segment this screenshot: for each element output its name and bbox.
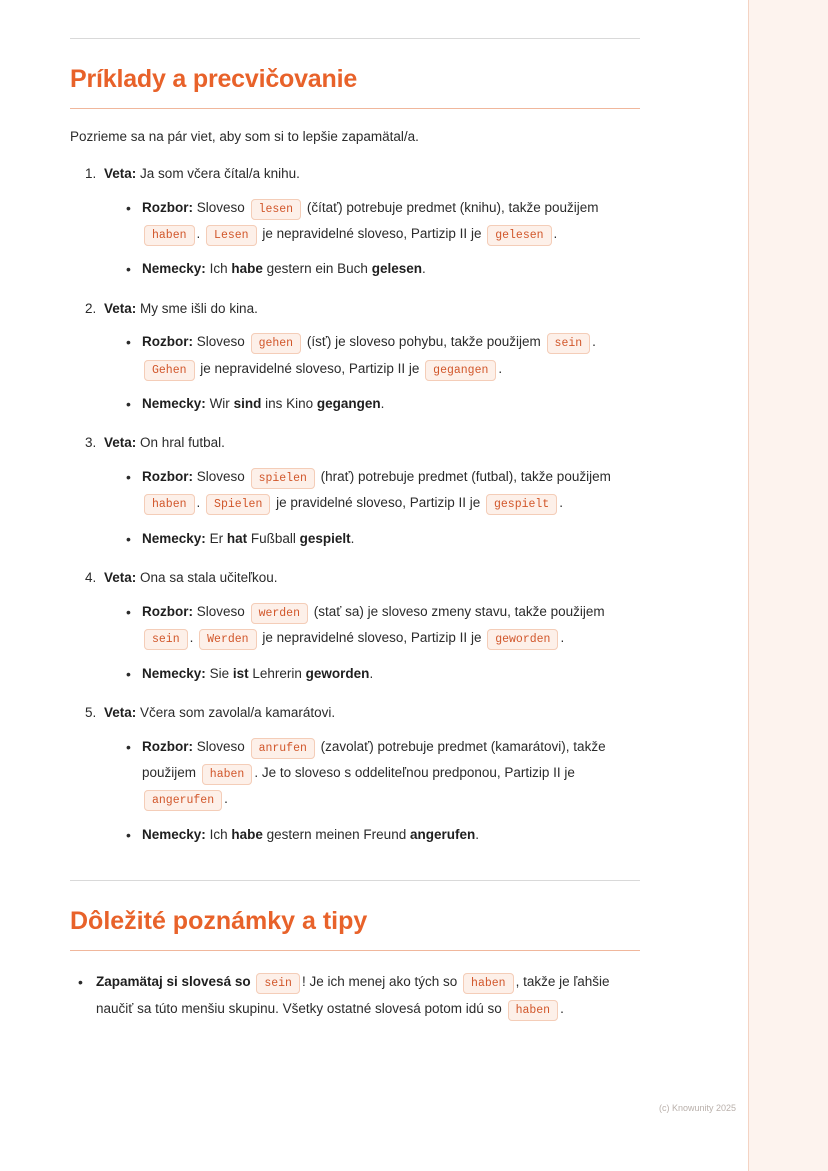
code-token-aux: haben <box>144 225 195 246</box>
tip-lead: Zapamätaj si slovesá so <box>96 974 251 990</box>
german-participle: gegangen <box>316 396 381 412</box>
sub-list <box>104 195 640 283</box>
analysis-text-2: (čítať) potrebuje predmet (knihu), takže použijem <box>306 199 599 215</box>
german-end: . <box>369 665 374 681</box>
german-pre: Ich <box>209 261 228 277</box>
german-item <box>126 822 640 848</box>
code-token-participle: gegangen <box>425 360 496 381</box>
tips-list <box>70 969 640 1022</box>
analysis-text-5: . <box>559 495 563 511</box>
german-end: . <box>475 826 480 842</box>
footer-credit: (c) Knowunity 2025 <box>658 1103 736 1113</box>
code-token-verb-cap: Lesen <box>206 225 257 246</box>
german-pre: Wir <box>209 396 230 412</box>
analysis-text-3: . <box>196 495 201 511</box>
document-content <box>70 0 640 1022</box>
german-pre: Er <box>209 530 224 546</box>
examples-list <box>70 163 640 848</box>
german-pre: Ich <box>209 826 228 842</box>
analysis-text-3: . Je to sloveso s oddeliteľnou predponou, Partizip II je <box>254 764 575 780</box>
list-item <box>100 702 640 848</box>
code-token-participle: gelesen <box>487 225 551 246</box>
sentence-text: Ja som včera čítal/a knihu. <box>140 165 300 181</box>
code-token-participle: geworden <box>487 629 558 650</box>
analysis-text-5: . <box>560 630 565 646</box>
list-item <box>100 298 640 418</box>
analysis-text-1: Sloveso <box>196 603 245 619</box>
top-divider <box>70 38 640 39</box>
code-token-participle: gespielt <box>486 494 557 515</box>
analysis-text-5: . <box>498 360 503 376</box>
german-end: . <box>350 530 355 546</box>
code-token-verb: gehen <box>251 333 302 354</box>
analysis-text-4: je pravidelné sloveso, Partizip II je <box>276 495 481 511</box>
code-token-verb-cap: Spielen <box>206 494 270 515</box>
german-pre: Sie <box>209 665 230 681</box>
code-token-participle: angerufen <box>144 790 222 811</box>
intro-paragraph: Pozrieme sa na pár viet, aby som si to lepšie zapamätal/a. <box>70 129 419 144</box>
analysis-item <box>126 599 640 652</box>
german-aux: ist <box>232 665 249 681</box>
section-title-notes: Dôležité poznámky a tipy <box>70 907 368 936</box>
sub-list <box>104 464 640 552</box>
analysis-item <box>126 329 640 382</box>
section-divider <box>70 880 640 881</box>
german-end: . <box>422 261 426 277</box>
sentence-text: Ona sa stala učiteľkou. <box>140 570 278 586</box>
code-token-haben: haben <box>463 973 514 994</box>
analysis-item <box>126 195 640 248</box>
tip-text-2: , takže je ľahšie naučiť sa túto menšiu skupinu. Všetky ostatné slovesá potom idú so <box>96 974 610 1016</box>
german-end: . <box>380 396 385 412</box>
sub-list <box>104 599 640 687</box>
german-mid: gestern ein Buch <box>266 261 368 277</box>
analysis-text-4: je nepravidelné sloveso, Partizip II je <box>200 360 420 376</box>
german-label: Nemecky: <box>142 530 206 546</box>
analysis-text-2: (zavolať) potrebuje predmet (kamarátovi), takže použijem <box>142 738 606 780</box>
code-token-verb-cap: Werden <box>199 629 256 650</box>
code-token-verb: lesen <box>251 199 302 220</box>
list-item <box>100 432 640 552</box>
sentence-label: Veta: <box>104 704 137 720</box>
analysis-label: Rozbor: <box>142 199 193 215</box>
german-participle: gelesen <box>371 261 422 277</box>
sentence-label: Veta: <box>104 435 137 451</box>
code-token-verb: anrufen <box>251 738 315 759</box>
analysis-text-4: je nepravidelné sloveso, Partizip II je <box>262 225 482 241</box>
analysis-text-4: je nepravidelné sloveso, Partizip II je <box>262 630 482 646</box>
code-token-verb: werden <box>251 603 308 624</box>
code-token-verb-cap: Gehen <box>144 360 195 381</box>
sentence-label: Veta: <box>104 165 137 181</box>
german-item <box>126 661 640 687</box>
title-divider-notes <box>70 950 640 951</box>
german-mid: ins Kino <box>265 396 314 412</box>
analysis-text-1: Sloveso <box>196 738 245 754</box>
analysis-text-1: Sloveso <box>196 199 245 215</box>
tip-text-1: ! Je ich menej ako tých so <box>301 974 458 990</box>
list-item <box>100 567 640 687</box>
code-token-verb: spielen <box>251 468 315 489</box>
analysis-text-3: . <box>196 225 201 241</box>
german-item <box>126 256 640 282</box>
german-aux: sind <box>233 396 262 412</box>
sentence-text: Včera som zavolal/a kamarátovi. <box>140 704 336 720</box>
analysis-text-2: (hrať) potrebuje predmet (futbal), takže použijem <box>320 469 611 485</box>
sub-list <box>104 329 640 417</box>
german-item <box>126 526 640 552</box>
sentence-label: Veta: <box>104 570 137 586</box>
code-token-aux: haben <box>202 764 253 785</box>
german-mid: gestern meinen Freund <box>266 826 407 842</box>
german-mid: Fußball <box>250 530 296 546</box>
analysis-label: Rozbor: <box>142 603 193 619</box>
tip-text-3: . <box>560 1000 564 1016</box>
sentence-label: Veta: <box>104 300 137 316</box>
analysis-text-1: Sloveso <box>196 469 245 485</box>
code-token-aux: haben <box>144 494 195 515</box>
german-label: Nemecky: <box>142 396 206 412</box>
sub-list <box>104 734 640 849</box>
code-token-aux: sein <box>144 629 188 650</box>
german-aux: habe <box>231 826 263 842</box>
analysis-text-5: . <box>224 791 228 807</box>
analysis-text-3: . <box>592 334 596 350</box>
analysis-item <box>126 734 640 813</box>
german-item <box>126 391 640 417</box>
analysis-label: Rozbor: <box>142 469 193 485</box>
analysis-text-2: (ísť) je sloveso pohybu, takže použijem <box>306 334 541 350</box>
page-side-strip <box>748 0 828 1171</box>
german-label: Nemecky: <box>142 261 206 277</box>
german-aux: hat <box>226 530 248 546</box>
sentence-text: My sme išli do kina. <box>140 300 258 316</box>
german-mid: Lehrerin <box>252 665 302 681</box>
german-participle: angerufen <box>409 826 476 842</box>
analysis-text-2: (stať sa) je sloveso zmeny stavu, takže použijem <box>313 603 605 619</box>
german-participle: gespielt <box>299 530 351 546</box>
title-divider <box>70 108 640 109</box>
list-item <box>100 163 640 283</box>
german-aux: habe <box>231 261 263 277</box>
analysis-text-3: . <box>189 630 194 646</box>
german-participle: geworden <box>305 665 370 681</box>
analysis-item <box>126 464 640 517</box>
code-token-aux: sein <box>547 333 591 354</box>
analysis-label: Rozbor: <box>142 334 193 350</box>
list-item <box>78 969 640 1022</box>
page-title: Príklady a precvičovanie <box>70 65 358 93</box>
german-label: Nemecky: <box>142 826 206 842</box>
code-token-sein: sein <box>256 973 300 994</box>
analysis-text-5: . <box>553 225 558 241</box>
sentence-text: On hral futbal. <box>140 435 225 451</box>
german-label: Nemecky: <box>142 665 206 681</box>
code-token-haben-2: haben <box>508 1000 559 1021</box>
analysis-label: Rozbor: <box>142 738 193 754</box>
analysis-text-1: Sloveso <box>196 334 245 350</box>
